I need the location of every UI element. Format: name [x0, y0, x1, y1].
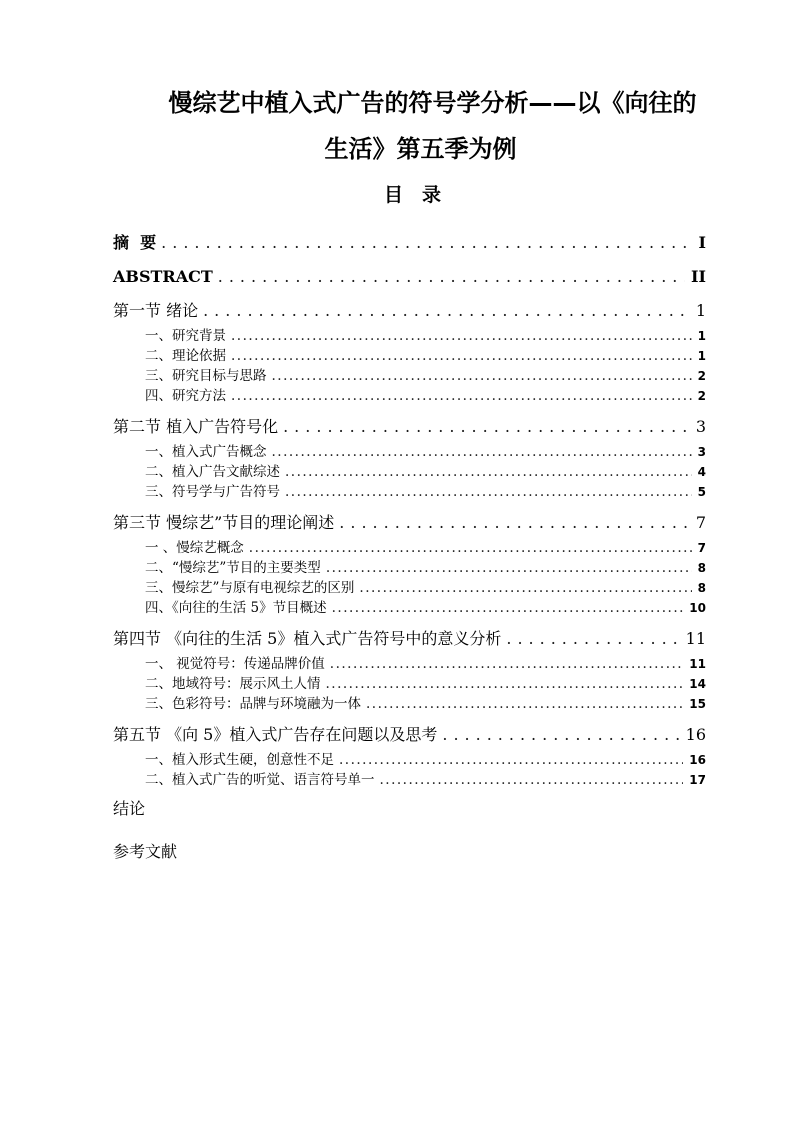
toc-entry-label: 二、植入广告文献综述 — [145, 464, 280, 480]
toc-entry-page-number: 2 — [697, 389, 706, 403]
toc-entry-label: 二、理论依据 — [145, 348, 226, 364]
toc-entry-page-number: 17 — [689, 773, 706, 787]
toc-list — [113, 230, 706, 865]
toc-entry-label: 三、研究目标与思路 — [145, 368, 267, 384]
toc-entry-page-number: 11 — [685, 629, 706, 648]
toc-entry-label: 参考文献 — [113, 842, 178, 861]
toc-entry-page-number: 15 — [689, 697, 706, 711]
toc-entry[interactable] — [113, 482, 706, 502]
toc-entry-page-number: 1 — [697, 329, 706, 343]
toc-entry-page-number: 1 — [695, 301, 706, 320]
toc-leader-dots — [334, 750, 683, 770]
toc-leader-dots — [334, 510, 690, 536]
toc-entry[interactable] — [113, 750, 706, 770]
toc-entry[interactable] — [113, 722, 706, 748]
toc-leader-dots — [354, 578, 691, 598]
toc-heading: 目 录 — [383, 184, 441, 206]
toc-leader-dots — [375, 770, 684, 790]
toc-entry[interactable] — [113, 386, 706, 406]
toc-leader-dots — [501, 626, 679, 652]
toc-leader-dots — [361, 694, 683, 714]
toc-leader-dots — [226, 346, 692, 366]
toc-entry-page-number: 4 — [697, 465, 706, 479]
toc-leader-dots — [213, 264, 685, 290]
toc-leader-dots — [267, 442, 692, 462]
toc-entry[interactable] — [113, 230, 706, 256]
toc-leader-dots — [280, 482, 692, 502]
toc-entry-label: 第五节 《向 5》植入式广告存在问题以及思考 — [113, 725, 438, 744]
toc-entry-label: 二、植入式广告的听觉、语言符号单一 — [145, 772, 375, 788]
toc-entry-page-number: 14 — [689, 677, 706, 691]
toc-entry-label: 三、慢综艺”与原有电视综艺的区别 — [145, 580, 355, 596]
toc-entry-label: ABSTRACT — [113, 267, 213, 286]
toc-entry-page-number: 8 — [697, 581, 706, 595]
toc-entry-page-number: II — [691, 267, 706, 286]
toc-entry-label: 摘 要 — [113, 233, 157, 252]
toc-entry-label: 第四节 《向往的生活 5》植入式广告符号中的意义分析 — [113, 629, 502, 648]
toc-leader-dots — [280, 462, 692, 482]
toc-entry-label: 三、色彩符号：品牌与环境融为一体 — [145, 696, 361, 712]
toc-entry-label: 一 、慢综艺概念 — [145, 540, 244, 556]
toc-entry[interactable] — [113, 264, 706, 290]
toc-entry[interactable] — [113, 298, 706, 324]
toc-entry-page-number: 7 — [695, 513, 706, 532]
toc-leader-dots — [244, 538, 692, 558]
toc-leader-dots — [327, 598, 684, 618]
toc-entry-label: 四、《向往的生活 5》节目概述 — [145, 600, 327, 616]
toc-entry[interactable] — [113, 414, 706, 440]
toc-entry-page-number: 1 — [697, 349, 706, 363]
toc-leader-dots — [278, 414, 690, 440]
toc-entry-label: 二、地域符号：展示风土人情 — [145, 676, 321, 692]
toc-entry-label: 一、植入形式生硬，创意性不足 — [145, 752, 334, 768]
toc-entry[interactable] — [113, 694, 706, 714]
toc-entry[interactable] — [113, 558, 706, 578]
toc-entry[interactable] — [113, 366, 706, 386]
toc-entry[interactable] — [113, 510, 706, 536]
toc-entry[interactable] — [113, 654, 706, 674]
toc-leader-dots — [226, 326, 692, 346]
toc-entry[interactable] — [113, 626, 706, 652]
toc-leader-dots — [198, 298, 690, 324]
toc-entry-label: 一、 视觉符号：传递品牌价值 — [145, 656, 325, 672]
toc-entry[interactable] — [113, 462, 706, 482]
toc-entry-label: 第二节 植入广告符号化 — [113, 417, 279, 436]
toc-entry-label: 第三节 慢综艺”节目的理论阐述 — [113, 513, 335, 532]
toc-leader-dots — [267, 366, 692, 386]
toc-entry-label: 结论 — [113, 799, 146, 818]
toc-entry-page-number: I — [698, 233, 706, 252]
toc-entry-label: 一、研究背景 — [145, 328, 226, 344]
toc-entry-page-number: 10 — [689, 601, 706, 615]
toc-entry-label: 二、“慢综艺”节目的主要类型 — [145, 560, 321, 576]
toc-entry-page-number: 16 — [689, 753, 706, 767]
toc-entry-label: 一、植入式广告概念 — [145, 444, 267, 460]
toc-entry-page-number: 3 — [695, 417, 706, 436]
toc-leader-dots — [321, 558, 692, 578]
toc-entry-label: 第一节 绪论 — [113, 301, 199, 320]
toc-entry[interactable] — [113, 346, 706, 366]
toc-entry-label: 四、研究方法 — [145, 388, 226, 404]
toc-entry[interactable] — [113, 326, 706, 346]
toc-leader-dots — [226, 386, 692, 406]
toc-entry-page-number: 3 — [697, 445, 706, 459]
toc-entry-page-number: 5 — [697, 485, 706, 499]
toc-entry[interactable] — [113, 770, 706, 790]
toc-entry-page-number: 2 — [697, 369, 706, 383]
toc-entry-label: 三、符号学与广告符号 — [145, 484, 280, 500]
toc-leader-dots — [325, 654, 684, 674]
toc-entry[interactable] — [113, 578, 706, 598]
document-title-line-2: 生活》第五季为例 — [324, 135, 517, 163]
toc-entry-page-number: 8 — [697, 561, 706, 575]
toc-leader-dots — [156, 230, 692, 256]
document-header — [0, 0, 793, 218]
document-title-line-1: 慢综艺中植入式广告的符号学分析——以《向往的 — [168, 89, 697, 117]
toc-entry[interactable] — [113, 796, 706, 822]
toc-entry[interactable] — [113, 839, 706, 865]
toc-entry[interactable] — [113, 598, 706, 618]
toc-leader-dots — [321, 674, 684, 694]
toc-entry-page-number: 11 — [689, 657, 706, 671]
toc-entry-page-number: 7 — [697, 541, 706, 555]
toc-leader-dots — [437, 722, 679, 748]
toc-entry[interactable] — [113, 538, 706, 558]
toc-entry[interactable] — [113, 674, 706, 694]
toc-entry[interactable] — [113, 442, 706, 462]
toc-entry-page-number: 16 — [685, 725, 706, 744]
document-title — [0, 80, 793, 172]
